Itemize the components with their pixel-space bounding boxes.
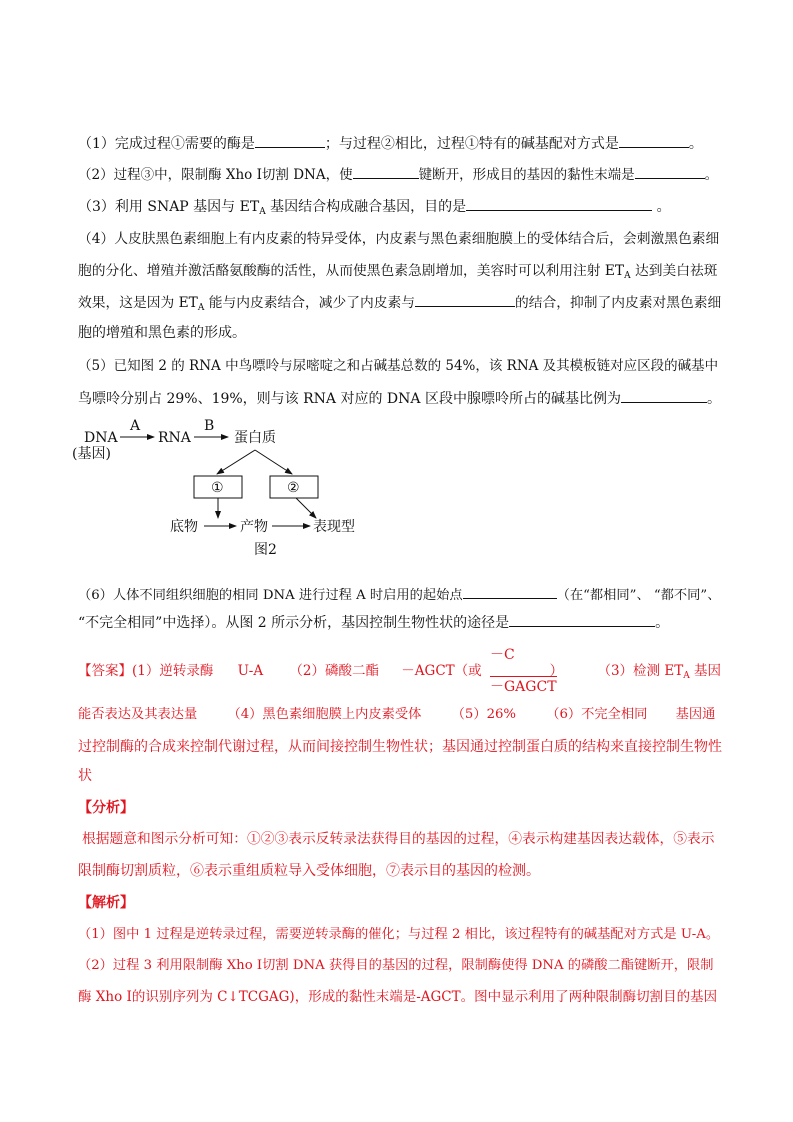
q5-blank	[621, 388, 707, 403]
q4-line-3-subscript: A	[197, 303, 205, 313]
answer-q2-close: ）	[549, 663, 564, 679]
figure-product-label: 产物	[240, 519, 268, 535]
answer-sticky-end-bottom: －GAGCT	[490, 676, 557, 696]
figure-box-1-label: ①	[211, 480, 224, 496]
q3-text-a: （3）利用 SNAP 基因与 ET	[78, 199, 260, 215]
figure-box-2-label: ②	[287, 480, 300, 496]
explanation-line-2	[78, 956, 714, 976]
explanation-line-3-text: 酶 Xho Ⅰ的识别序列为 C↓TCGAG)，形成的黏性末端是-AGCT。图中显示利用了两种限制酶切割目的基因	[78, 989, 718, 1005]
q5-line-1: （5）已知图 2 的 RNA 中鸟嘌呤与尿嘧啶之和占碱基总数的 54%，该 RNA 及其模板链对应区段的碱基中	[78, 358, 719, 374]
q3-blank	[466, 196, 652, 211]
question-2	[78, 164, 718, 185]
question-3	[78, 196, 671, 217]
q6-line-2: “不完全相同”中选择）。从图 2 所示分析，基因控制生物性状的途径是	[78, 615, 510, 631]
q6-blank-2	[509, 612, 655, 627]
answer-line-4	[78, 766, 92, 786]
figure-phenotype-label: 表现型	[313, 519, 355, 535]
question-5-line-2	[78, 388, 721, 409]
analysis-line-2-text: 限制酶切割质粒，⑥表示重组质粒导入受体细胞，⑦表示目的基因的检测。	[78, 863, 540, 879]
q4-line-2: 胞的分化、增殖并激活酪氨酸酶的活性，从而使黑色素急剧增加，美容时可以利用注射 ET	[78, 263, 625, 279]
q6-line-1: （6）人体不同组织细胞的相同 DNA 进行过程 A 时启用的起始点	[78, 588, 463, 603]
q6-blank-1	[463, 584, 557, 599]
figure-dna-label: DNA	[84, 430, 118, 446]
analysis-line-1	[82, 829, 715, 849]
q4-line-1: （4）人皮肤黑色素细胞上有内皮素的特异受体，内皮素与黑色素细胞膜上的受体结合后，会刺激黑色素细	[78, 231, 720, 247]
answer-q3-cont: 能否表达及其表达量	[78, 707, 198, 722]
answer-sticky-end-top: －C	[490, 647, 515, 663]
answer-q3-end: 基因	[689, 663, 722, 679]
figure-protein-label: 蛋白质	[234, 430, 276, 446]
figure-gene-label: (基因)	[72, 446, 111, 462]
question-4-line-4	[78, 323, 246, 343]
explanation-heading	[78, 893, 134, 913]
question-4-line-3	[78, 292, 721, 313]
q5-line-2: 鸟嘌呤分别占 29%、19%，则与该 RNA 对应的 DNA 区段中腺嘌呤所占的碱基比例为	[78, 391, 621, 407]
q2-blank-2	[635, 164, 705, 179]
answer-q2-end: －AGCT（或	[401, 663, 482, 679]
figure-arrow-a-label: A	[130, 418, 141, 434]
explanation-line-1	[78, 925, 719, 945]
q4-line-4: 胞的增殖和黑色素的形成。	[78, 325, 246, 341]
figure-arrow-box-2-down	[296, 498, 316, 518]
analysis-heading-text: 【分析】	[78, 800, 134, 816]
q4-line-2-subscript: A	[624, 271, 631, 281]
q4-line-3-b: 能与内皮素结合，减少了内皮素与	[204, 295, 415, 311]
answer-line-2	[78, 705, 715, 725]
answer-q5: （5）26%	[451, 707, 517, 722]
q1-blank-2	[619, 133, 689, 148]
answer-line-3	[78, 737, 722, 757]
question-5-line-1	[78, 356, 718, 376]
explanation-heading-text: 【解析】	[78, 895, 134, 911]
figure-2-diagram	[70, 412, 355, 560]
question-4-line-1	[78, 229, 719, 249]
figure-arrow-to-box-2	[255, 450, 292, 474]
analysis-heading	[78, 798, 134, 818]
figure-arrow-to-box-1	[217, 450, 255, 474]
explanation-line-1-text: （1）图中 1 过程是逆转录过程，需要逆转录酶的催化；与过程 2 相比，该过程特有的碱基配对方式是 U-A。	[78, 927, 720, 942]
answer-line-4-text: 状	[78, 768, 92, 784]
q3-text-b: 基因结合构成融合基因，目的是	[265, 199, 467, 215]
q2-blank-1	[353, 164, 419, 179]
answer-q2: （2）磷酸二酯	[289, 663, 379, 679]
answer-q4: （4）黑色素细胞膜上内皮素受体	[227, 707, 422, 722]
q2-text-b: 键断开，形成目的基因的黏性末端是	[418, 167, 635, 183]
explanation-line-3	[78, 987, 717, 1007]
answer-q6: （6）不完全相同	[546, 707, 648, 722]
q6-line-1-end: （在“都相同”、 “都不同”、	[556, 588, 721, 603]
question-1	[78, 133, 703, 154]
q3-text-c: 。	[652, 199, 671, 215]
answer-q1-pairing: U-A	[237, 663, 264, 679]
q4-line-2-end: 达到美白祛斑	[630, 263, 718, 279]
answer-line-3-text: 过控制酶的合成来控制代谢过程，从而间接控制生物性状；基因通过控制蛋白质的结构来直接控制生物性	[78, 739, 722, 755]
explanation-line-2-text: （2）过程 3 利用限制酶 Xho Ⅰ切割 DNA 获得目的基因的过程，限制酶使得 DNA 的磷酸二酯键断开，限制	[78, 958, 714, 973]
question-6-line-1	[78, 584, 720, 606]
answer-q1: 【答案】(1）逆转录酶	[78, 663, 214, 679]
q5-line-2-end: 。	[706, 391, 721, 407]
q3-subscript: A	[259, 207, 266, 217]
q1-text-c: 。	[688, 136, 703, 152]
q2-text-a: （2）过程③中，限制酶 Xho Ⅰ切割 DNA，使	[78, 167, 353, 183]
q4-line-3-c: 的结合，抑制了内皮素对黑色素细	[514, 295, 722, 311]
analysis-line-2	[78, 861, 540, 881]
q1-text-a: （1）完成过程①需要的酶是	[78, 136, 255, 152]
question-6-line-2	[78, 612, 669, 633]
figure-caption: 图2	[254, 542, 277, 558]
q2-text-c: 。	[704, 167, 719, 183]
q6-line-2-end: 。	[655, 615, 670, 631]
answer-q3-subscript: A	[683, 671, 690, 681]
figure-substrate-label: 底物	[170, 519, 198, 535]
answer-line-1	[78, 661, 721, 681]
q4-line-3-a: 效果，这是因为 ET	[78, 295, 198, 311]
answer-q3: （3）检测 ET	[597, 663, 684, 679]
answer-q6-cont: 基因通	[675, 707, 716, 722]
question-4-line-2	[78, 261, 717, 281]
figure-rna-label: RNA	[158, 430, 191, 446]
q1-text-b: ；与过程②相比，过程①特有的碱基配对方式是	[324, 136, 619, 152]
q1-blank-1	[255, 133, 325, 148]
analysis-line-1-text: 根据题意和图示分析可知：①②③表示反转录法获得目的基因的过程，④表示构建基因表达载体，⑤表示	[82, 831, 715, 847]
figure-arrow-b-label: B	[204, 418, 215, 434]
q4-blank	[415, 292, 515, 307]
